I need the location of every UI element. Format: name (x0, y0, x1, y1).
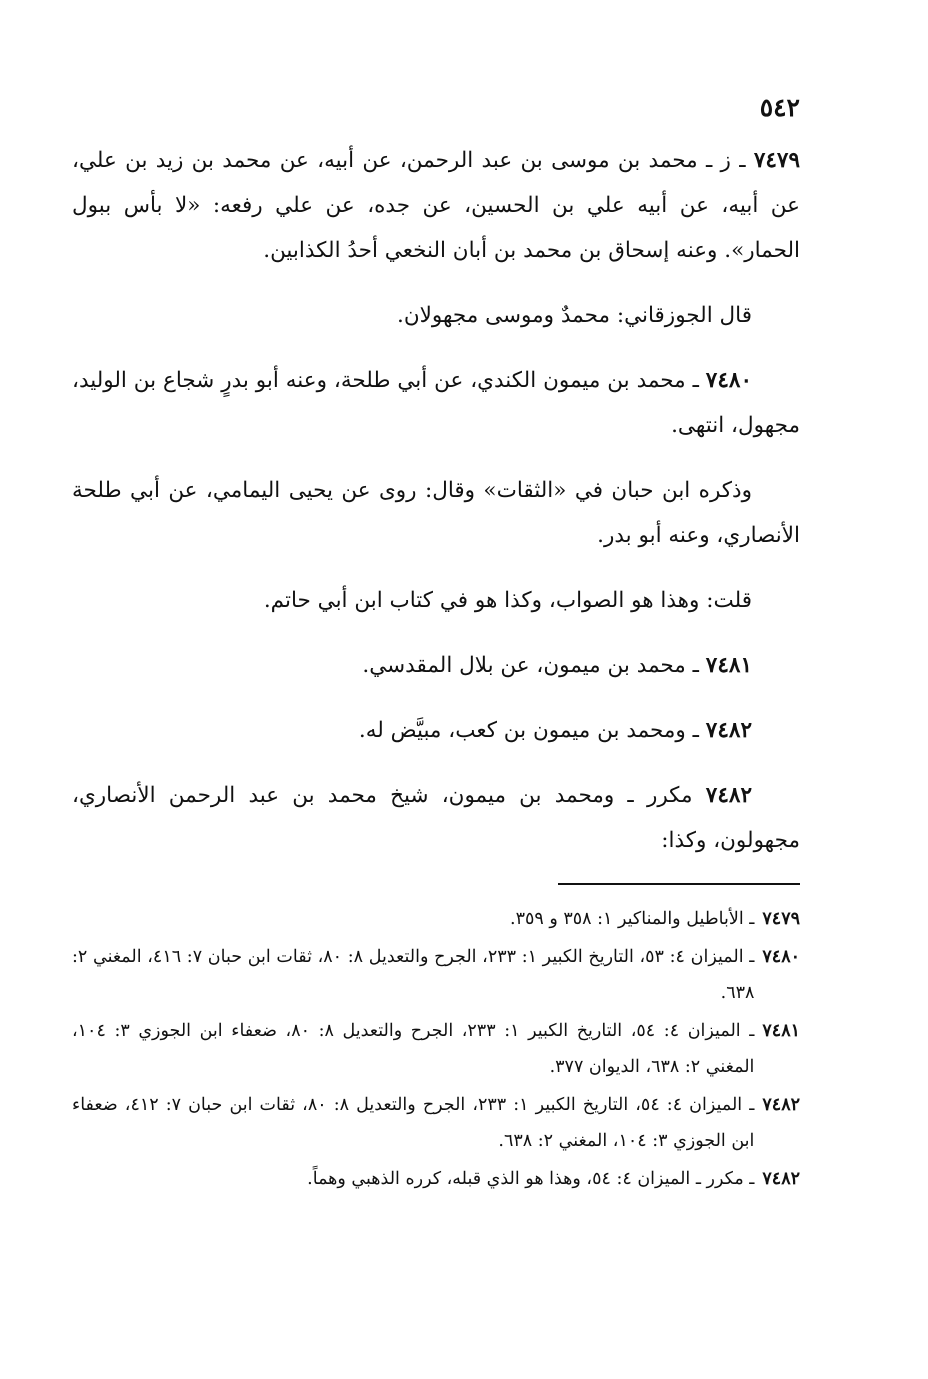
footnote-number: ٧٤٨٠ (762, 947, 800, 967)
entry-text: ـ محمد بن ميمون، عن بلال المقدسي. (362, 653, 699, 678)
footnote-text: ـ الميزان ٤: ٥٣، التاريخ الكبير ١: ٢٣٣، الجرح والتعديل ٨: ٨٠، ثقات ابن حبان ٧: ٤١٦، المغني ٢: ٦٣٨. (72, 947, 755, 1003)
entry-text: مكرر ـ ومحمد بن ميمون، شيخ محمد بن عبد الرحمن الأنصاري، مجهولون، وكذا: (72, 783, 800, 853)
entry-text: ـ ومحمد بن ميمون بن كعب، مبيَّض له. (358, 718, 699, 743)
entry-text: وذكره ابن حبان في «الثقات» وقال: روى عن يحيى اليمامي، عن أبي طلحة الأنصاري، وعنه أبو بدر. (72, 478, 800, 548)
entry-comment (72, 293, 800, 338)
entry-7481 (72, 643, 800, 688)
entry-number: ٧٤٨٢ (705, 783, 752, 808)
entry-7479 (72, 138, 800, 273)
entry-7480 (72, 358, 800, 448)
entry-comment (72, 578, 800, 623)
footnote-7481 (72, 1013, 800, 1085)
footnote-text: ـ الميزان ٤: ٥٤، التاريخ الكبير ١: ٢٣٣، الجرح والتعديل ٨: ٨٠، ثقات ابن حبان ٧: ٤١٢، ضعفاء ابن الجوزي ٣: ١٠٤، المغني ٢: ٦٣٨. (72, 1095, 755, 1151)
footnote-number: ٧٤٨٢ (762, 1095, 800, 1115)
footnote-7482-repeat (72, 1161, 800, 1197)
entry-7482 (72, 708, 800, 753)
entry-text: ـ محمد بن ميمون الكندي، عن أبي طلحة، وعنه أبو بدرٍ شجاع بن الوليد، مجهول، انتهى. (72, 368, 800, 438)
entry-number: ٧٤٧٩ (753, 148, 801, 173)
footnote-separator (558, 883, 800, 885)
footnote-7482 (72, 1087, 800, 1159)
entry-number: ٧٤٨٠ (705, 368, 752, 393)
footnote-7480 (72, 939, 800, 1011)
entry-7482-repeat (72, 773, 800, 863)
entry-comment (72, 468, 800, 558)
entry-number: ٧٤٨٢ (705, 718, 752, 743)
footnote-number: ٧٤٧٩ (762, 909, 800, 929)
entry-text: قال الجوزقاني: محمدٌ وموسى مجهولان. (396, 303, 752, 328)
document-page (72, 88, 800, 1199)
footnote-7479 (72, 901, 800, 937)
entry-text: ـ ز ـ محمد بن موسى بن عبد الرحمن، عن أبيه، عن محمد بن زيد بن علي، عن أبيه، عن أبيه علي بن الحسين، عن جده، عن علي رفعه: «لا بأس ببول الحمار». وعنه إسحاق بن محمد بن أبان النخعي أحدُ الكذابين. (72, 148, 800, 263)
page-number: ٥٤٢ (759, 93, 800, 122)
footnote-number: ٧٤٨١ (762, 1021, 800, 1041)
entry-text: قلت: وهذا هو الصواب، وكذا هو في كتاب ابن أبي حاتم. (263, 588, 752, 613)
footnotes (72, 901, 800, 1197)
footnote-text: ـ مكرر ـ الميزان ٤: ٥٤، وهذا هو الذي قبله، كرره الذهبي وهماً. (307, 1169, 755, 1189)
footnote-text: ـ الأباطيل والمناكير ١: ٣٥٨ و ٣٥٩. (509, 909, 755, 929)
entry-number: ٧٤٨١ (705, 653, 752, 678)
footnote-number: ٧٤٨٢ (762, 1169, 800, 1189)
footnote-text: ـ الميزان ٤: ٥٤، التاريخ الكبير ١: ٢٣٣، الجرح والتعديل ٨: ٨٠، ضعفاء ابن الجوزي ٣: ١٠٤، المغني ٢: ٦٣٨، الديوان ٣٧٧. (72, 1021, 755, 1077)
